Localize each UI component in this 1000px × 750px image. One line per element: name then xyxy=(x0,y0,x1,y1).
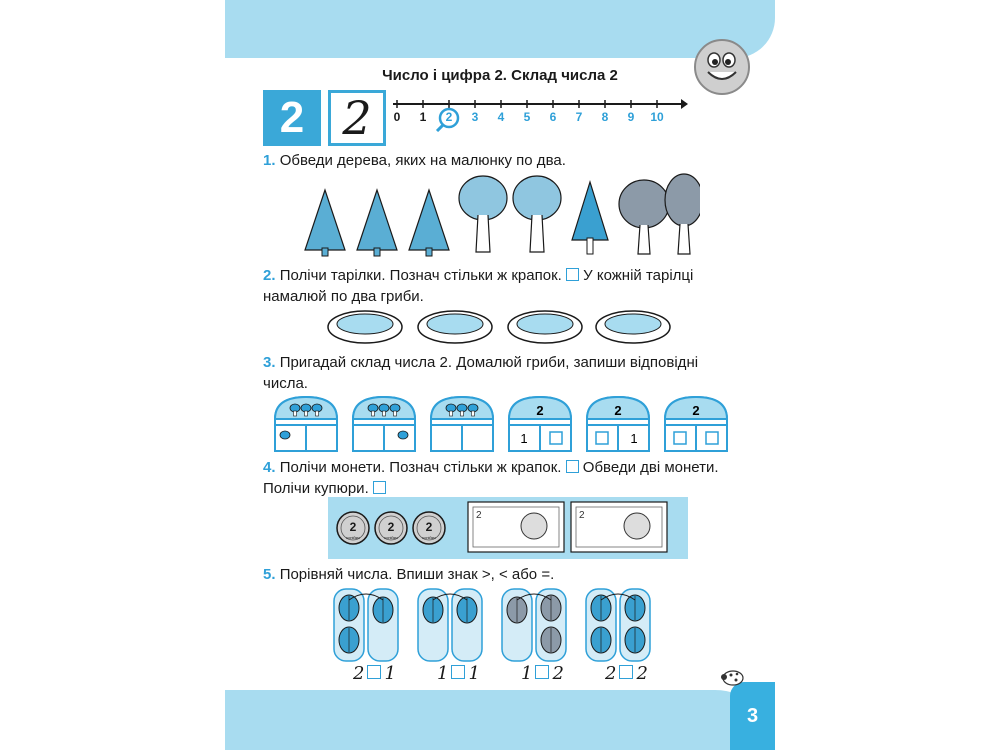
number-line-label: 8 xyxy=(601,110,609,124)
coin-value: 2 xyxy=(387,520,395,534)
task-2 xyxy=(263,265,735,307)
coins-banknotes-illustration xyxy=(328,497,688,559)
fir-tree-icon xyxy=(409,190,449,256)
task-number: 4. xyxy=(263,459,276,476)
task-text: Полічи монети. Познач стільки ж крапок. xyxy=(279,459,562,476)
composition-house xyxy=(509,397,571,451)
leaf-comparison-group xyxy=(418,589,482,661)
coin-sublabel: копійки xyxy=(346,535,360,540)
handwritten-digit-box xyxy=(328,90,386,146)
top-decorative-band xyxy=(225,0,775,58)
coin-sublabel: копійки xyxy=(422,535,436,540)
answer-box[interactable] xyxy=(706,432,718,444)
comparison-left-number: 2 xyxy=(353,663,365,684)
answer-checkbox[interactable] xyxy=(566,460,579,473)
comparison-sign-box[interactable] xyxy=(367,665,381,679)
plate-icon xyxy=(596,311,670,343)
task-number: 2. xyxy=(263,267,276,284)
plate-icon xyxy=(508,311,582,343)
workbook-page xyxy=(225,0,775,750)
answer-box[interactable] xyxy=(596,432,608,444)
fir-tree-icon xyxy=(305,190,345,256)
task-5 xyxy=(263,564,735,585)
task-text: Пригадай склад числа 2. Домалюй гриби, запиши відповідні числа. xyxy=(263,354,699,392)
house-left-number: 1 xyxy=(520,431,528,446)
banknote-icon xyxy=(468,502,564,552)
task-number: 5. xyxy=(263,566,276,583)
svg-text:2: 2 xyxy=(579,510,585,521)
comparison-expression xyxy=(605,663,648,684)
number-line-label: 1 xyxy=(419,110,427,124)
oak-tree-icon xyxy=(459,176,507,252)
number-line-label: 5 xyxy=(523,110,531,124)
svg-text:2: 2 xyxy=(476,510,482,521)
number-line xyxy=(393,92,688,132)
number-line-label: 9 xyxy=(627,110,635,124)
number-line-label: 0 xyxy=(393,110,401,124)
task-number: 1. xyxy=(263,152,276,169)
gray-tree-icon xyxy=(665,174,700,254)
leaf-comparison-illustration xyxy=(333,588,663,664)
task-text: Полічи тарілки. Познач стільки ж крапок. xyxy=(279,267,562,284)
house-right-number: 1 xyxy=(630,431,638,446)
bottom-decorative-band xyxy=(225,690,775,750)
comparison-right-number: 1 xyxy=(468,663,480,684)
comparison-right-number: 2 xyxy=(636,663,648,684)
comparison-sign-box[interactable] xyxy=(535,665,549,679)
house-top-number: 2 xyxy=(692,403,700,418)
trees-illustration xyxy=(300,170,700,258)
leaf-comparison-group xyxy=(334,589,398,661)
composition-house xyxy=(431,397,493,451)
coin-value: 2 xyxy=(425,520,433,534)
handwritten-digit: 2 xyxy=(342,91,372,145)
plate-icon xyxy=(418,311,492,343)
coin-icon xyxy=(413,512,445,544)
page-number: 3 xyxy=(730,682,775,750)
house-top-number: 2 xyxy=(614,403,622,418)
comparison-sign-box[interactable] xyxy=(451,665,465,679)
mushroom-icon xyxy=(280,431,290,439)
task-4 xyxy=(263,457,735,499)
task-text: Порівняй числа. Впиши знак >, < або =. xyxy=(279,566,555,583)
task-3 xyxy=(263,352,735,394)
number-line-label: 6 xyxy=(549,110,557,124)
number-line-label: 7 xyxy=(575,110,583,124)
number-line-label: 4 xyxy=(497,110,505,124)
plate-icon xyxy=(328,311,402,343)
number-composition-houses xyxy=(273,395,738,453)
oak-tree-icon xyxy=(513,176,561,252)
coin-sublabel: копійки xyxy=(384,535,398,540)
leaf-comparison-group xyxy=(586,589,650,661)
plates-illustration xyxy=(327,305,672,347)
answer-box[interactable] xyxy=(674,432,686,444)
coin-icon xyxy=(375,512,407,544)
house-top-number: 2 xyxy=(536,403,544,418)
answer-checkbox[interactable] xyxy=(373,481,386,494)
number-line-label: 3 xyxy=(471,110,479,124)
comparison-expression xyxy=(521,663,564,684)
spruce-tree-icon xyxy=(572,182,608,254)
page-title: Число і цифра 2. Склад числа 2 xyxy=(382,67,618,84)
comparison-right-number: 2 xyxy=(552,663,564,684)
task-text: У кожній тарілці намалюй по два гриби. xyxy=(263,267,694,305)
task-text: Обведи дерева, яких на малюнку по два. xyxy=(279,152,566,169)
printed-digit-box: 2 xyxy=(263,90,321,146)
comparison-expression xyxy=(353,663,396,684)
comparison-left-number: 2 xyxy=(605,663,617,684)
magnifier-handle xyxy=(437,125,443,131)
number-line-label: 2 xyxy=(445,110,453,124)
ladybug-icon xyxy=(720,668,744,686)
comparison-expression xyxy=(437,663,480,684)
leaf-comparison-group xyxy=(502,589,566,661)
coin-icon xyxy=(337,512,369,544)
comparison-right-number: 1 xyxy=(384,663,396,684)
composition-house xyxy=(275,397,337,451)
comparison-sign-box[interactable] xyxy=(619,665,633,679)
gray-tree-icon xyxy=(619,180,669,254)
comparison-left-number: 1 xyxy=(437,663,449,684)
coin-value: 2 xyxy=(349,520,357,534)
composition-house xyxy=(665,397,727,451)
banknote-icon xyxy=(571,502,667,552)
answer-checkbox[interactable] xyxy=(566,268,579,281)
composition-house xyxy=(353,397,415,451)
number-line-label: 10 xyxy=(650,110,664,124)
task-1 xyxy=(263,150,735,171)
comparison-left-number: 1 xyxy=(521,663,533,684)
composition-house xyxy=(587,397,649,451)
task-number: 3. xyxy=(263,354,276,371)
mushroom-icon xyxy=(398,431,408,439)
answer-box[interactable] xyxy=(550,432,562,444)
fir-tree-icon xyxy=(357,190,397,256)
task-text: Обведи дві монети. Полічи купюри. xyxy=(263,459,719,497)
